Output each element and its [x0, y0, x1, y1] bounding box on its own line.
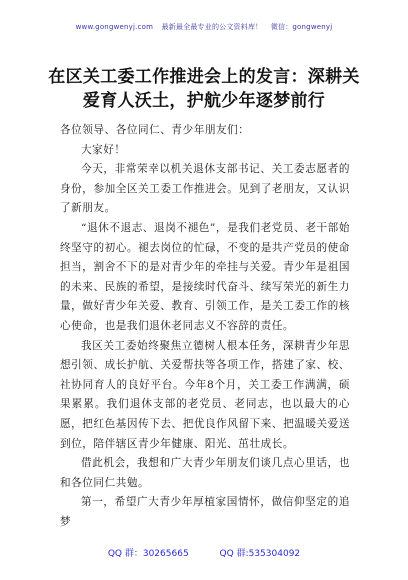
document-title: [42, 65, 366, 113]
header-wechat: 微信：gongwenyj: [270, 23, 333, 31]
paragraph-4: 借此机会，我想和广大青少年朋友们谈几点心里话，也和各位同仁共勉。: [60, 457, 350, 489]
paragraph-5: 第一，希望广大青少年厚植家国情怀，做信仰坚定的追梦: [60, 496, 350, 528]
header-slogan: 最新最全最专业的公文资料库！: [161, 23, 263, 31]
footer-qq-group-1: QQ 群：30265665: [107, 549, 189, 559]
document-body: [60, 121, 350, 532]
page-header: [0, 22, 408, 32]
header-site-url[interactable]: www.gongwenyj.com: [75, 23, 154, 31]
page-footer: [0, 546, 408, 559]
paragraph-salutation: 各位领导、各位同仁、青少年朋友们：: [60, 124, 250, 136]
paragraph-1: 今天，非常荣幸以机关退休支部书记、关工委志愿者的身份，参加全区关工委工作推进会。见到了老朋友，又认识了新朋友。: [60, 163, 350, 215]
document-title-line-1: 在区关工委工作推进会上的发言：深耕关: [48, 67, 360, 87]
footer-qq-group-2: QQ 群:535304092: [219, 549, 301, 559]
document-title-line-2: 爱育人沃土，护航少年逐梦前行: [82, 91, 326, 111]
paragraph-3: 我区关工委始终聚焦立德树人根本任务，深耕青少年思想引领、成长护航、关爱帮扶等各项工作，搭建了家、校、社协同育人的良好平台。今年8个月，关工委工作满满，硕果累累。我们退休支部的老党员、老同志，也以最大的心愿，把红色基因传下去、把优良作风留下来、把温暖关爱送到位，陪伴辖区青少年健康、阳光、茁壮成长。: [60, 339, 350, 450]
paragraph-greeting: 大家好！: [81, 143, 126, 156]
paragraph-2: “退休不退志、退岗不褪色”，是我们老党员、老干部始终坚守的初心。褪去岗位的忙碌，不变的是共产党员的使命担当，割舍不下的是对青少年的牵挂与关爱。青少年是祖国的未来、民族的希望，是接续时代奋斗、续写荣光的新生力量，做好青少年关爱、教育、引领工作，是关工委工作的核心使命，也是我们退休老同志义不容辞的责任。: [60, 221, 350, 332]
